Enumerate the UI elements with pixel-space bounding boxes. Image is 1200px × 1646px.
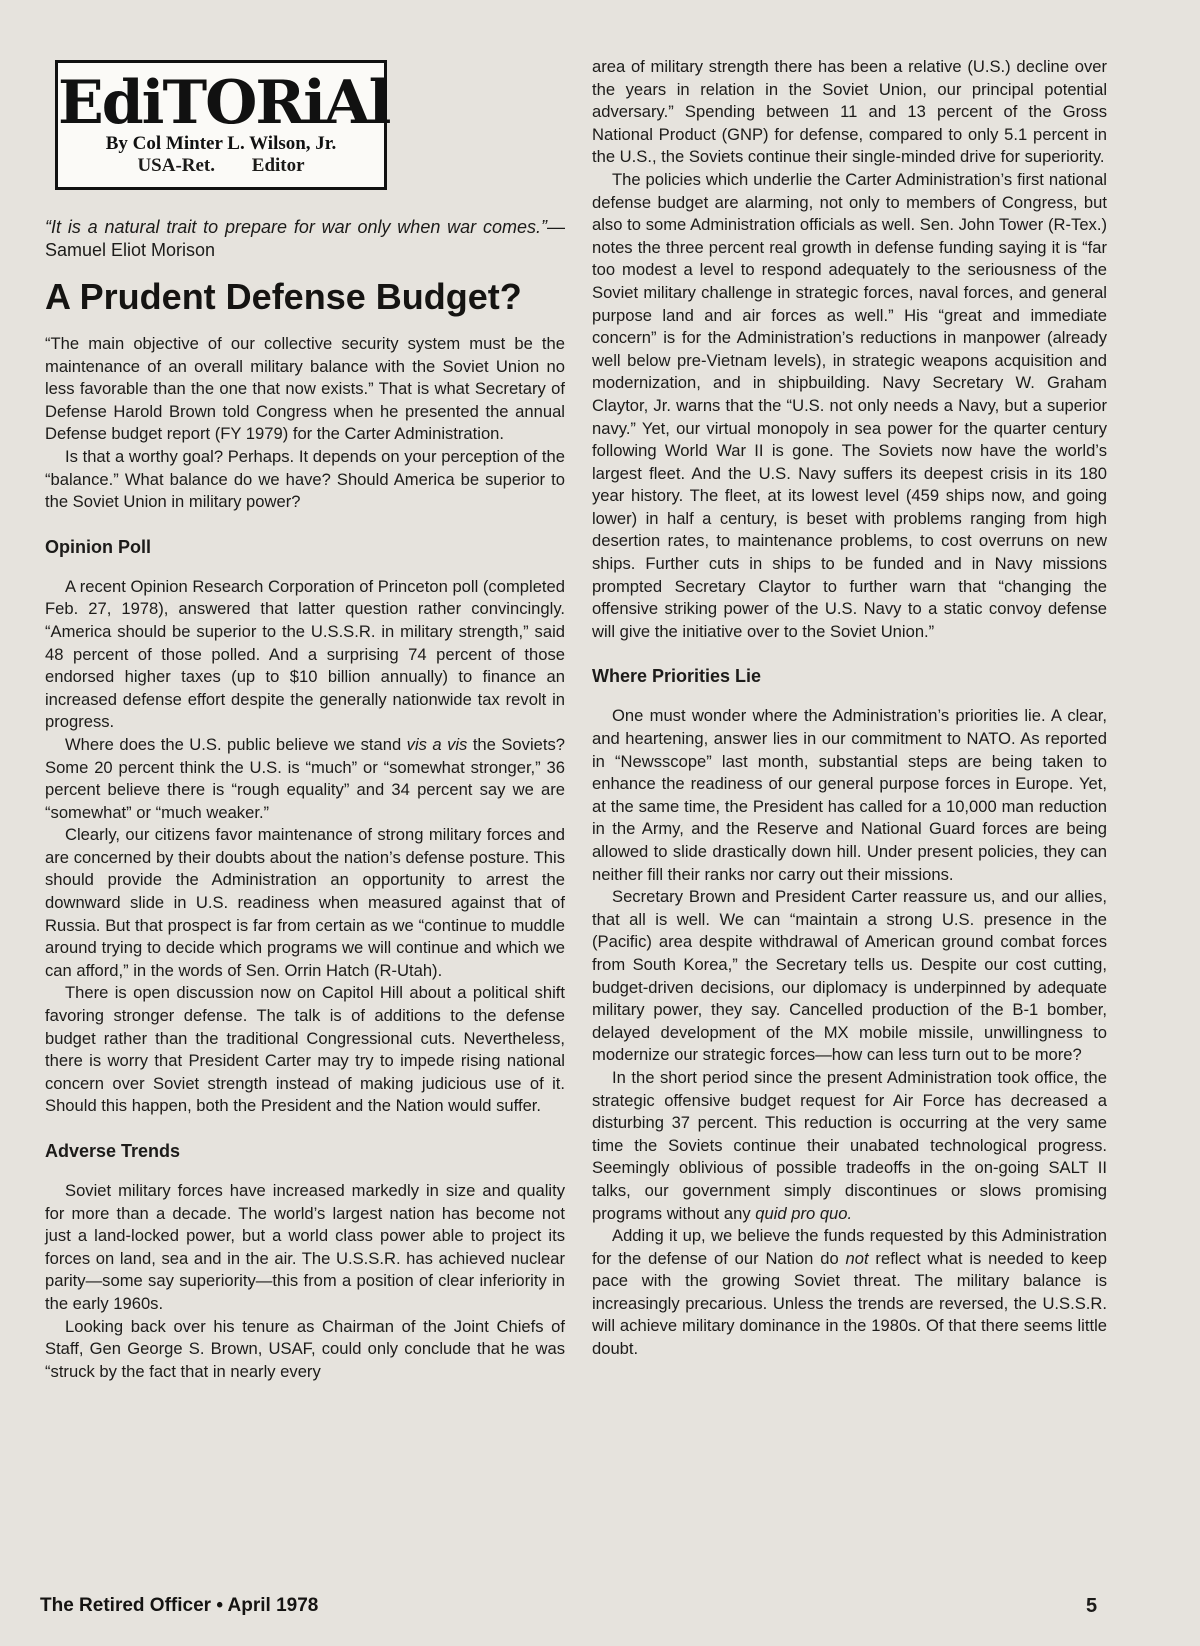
author-role: [58, 155, 384, 177]
opinion-paragraph-2: [45, 734, 565, 824]
section-heading-where-priorities-lie: Where Priorities Lie: [592, 666, 762, 687]
epigraph-attribution: —Samuel Eliot Morison: [45, 217, 565, 260]
priorities-paragraph-4: [592, 1225, 1107, 1361]
section-heading-opinion-poll: Opinion Poll: [45, 536, 151, 557]
trends-paragraph-2-tail: area of military strength there has been a relative (U.S.) decline over the years in relation in the Soviet Union, our principal potential adversary.” Spending between 11 and 13 percent of the Gross National Product (GNP) for defense, compared to only 5.1 percent in the U.S., the Soviets continue their single-minded drive for superiority.: [592, 57, 1107, 167]
priorities-p3-text: In the short period since the present Administration took office, the strategic offensive budget request for Air Force has decreased a disturbing 37 percent. This reduction is occurring at the very same time the Soviets continue their unabated technological progress. Seemingly oblivious of possible tradeoffs in the on-going SALT II talks, our government simply discontinues or slows promising programs without any: [592, 1067, 1107, 1223]
section-heading-adverse-trends: Adverse Trends: [45, 1141, 181, 1161]
footer-publication: The Retired Officer • April 1978: [40, 1595, 319, 1616]
headline: A Prudent Defense Budget?: [45, 276, 522, 317]
epigraph-quote: “It is a natural trait to prepare for war only when war comes.”: [45, 217, 547, 237]
trends-paragraph-2: Looking back over his tenure as Chairman of the Joint Chiefs of Staff, Gen George S. Brown, USAF, could only conclude that he was “struck by the fact that in nearly every: [45, 1316, 565, 1381]
priorities-p4-text-a: Adding it up, we believe the funds requested by this Administration for the defense of our Nation do: [592, 1226, 1107, 1268]
intro-paragraph-1: “The main objective of our collective security system must be the maintenance of an overall military balance with the Soviet Union no less favorable than the one that now exists.” That is what Secretary of Defense Harold Brown told Congress when he presented the annual Defense budget report (FY 1979) for the Carter Administration.: [45, 334, 565, 444]
opinion-p2-text-b: the Soviets? Some 20 percent think the U.S. is “much” or “somewhat stronger,” 36 percent believe there is “rough equality” and 34 percent say we are “somewhat” or “much weaker.”: [45, 734, 565, 822]
page-number: 5: [1086, 1595, 1098, 1617]
opinion-paragraph-4: There is open discussion now on Capitol Hill about a political shift favoring stronger defense. The talk is of additions to the defense budget rather than the traditional Congressional cuts. Nevertheless, there is worry that President Carter may try to impede rising national concern over Soviet strength instead of making judicious use of it. Should this happen, both the President and the Nation would suffer.: [45, 983, 565, 1116]
priorities-paragraph-2: Secretary Brown and President Carter reassure us, and our allies, that all is well. We can “maintain a strong U.S. presence in the (Pacific) area despite withdrawal of American ground combat forces from South Korea,” the Secretary tells us. Despite our cost cutting, budget-driven decisions, our diplomacy is underpinned by adequate military power, they say. Cancelled production of the B-1 bomber, delayed development of the MX mobile missile, unwillingness to modernize our strategic forces—how can less turn out to be more?: [592, 887, 1107, 1065]
trends-paragraph-1: Soviet military forces have increased markedly in size and quality for more than a decade. The world’s largest nation has become not just a land-locked power, but a world class power able to project its forces on land, sea and in the air. The U.S.S.R. has achieved nuclear parity—some say superiority—this from a position of clear inferiority in the early 1960s.: [45, 1181, 565, 1313]
opinion-paragraph-3: Clearly, our citizens favor maintenance of strong military forces and are concerned by their doubts about the nation’s defense posture. This should provide the Administration an opportunity to arrest the downward slide in U.S. readiness when measured against that of Russia. But that prospect is far from certain as we “continue to muddle around trying to decide which programs we will continue and which we can afford,” in the words of Sen. Orrin Hatch (R-Utah).: [45, 825, 565, 980]
opinion-p2-italic: vis a vis: [406, 734, 468, 754]
priorities-paragraph-1: One must wonder where the Administration’s priorities lie. A clear, and heartening, answer lies in our commitment to NATO. As reported in “Newsscope” last month, substantial steps are being taken to enhance the readiness of our general purpose forces in Europe. Yet, at the same time, the President has called for a 10,000 man reduction in the Army, and the Reserve and National Guard forces are being allowed to slide drastically down hill. Under present policies, they can neither fill their ranks nor carry out their missions.: [592, 706, 1107, 884]
left-column: [45, 333, 565, 1383]
intro-paragraph-2: Is that a worthy goal? Perhaps. It depends on your perception of the “balance.” What balance do we have? Should America be superior to the Soviet Union in military power?: [45, 446, 565, 512]
priorities-p4-italic: not: [845, 1248, 869, 1268]
priorities-p4-text-b: reflect what is needed to keep pace with the growing Soviet threat. The military balance is increasingly precarious. Unless the trends are reversed, the U.S.S.R. will achieve military dominance in the 1980s. Of that there seems little doubt.: [592, 1248, 1107, 1359]
epigraph: [45, 216, 565, 262]
trends-paragraph-3: The policies which underlie the Carter Administration’s first national defense budget are alarming, not only to members of Congress, but also to some Administration officials as well. Sen. John Tower (R-Tex.) notes the three percent real growth in defense funding saying it is “far too modest a level to respond adequately to the seriousness of the Soviet military challenge in strategic forces, naval forces, and general purpose land and air forces as well.” His “great and immediate concern” is for the Administration’s reductions in manpower (already well below pre-Vietnam levels), in strategic weapons acquisition and modernization, and in shipbuilding. Navy Secretary W. Graham Claytor, Jr. warns that the “U.S. not only needs a Navy, but a superior navy.” Yet, our virtual monopoly in sea power for the quarter century following World War II is gone. The Soviets now have the world’s largest fleet. And the U.S. Navy suffers its deepest crisis in its 180 year history. The fleet, at its lowest level (459 ships now, and going lower) in half a century, is beset with problems ranging from high desertion rates, to maintenance problems, to cost overruns on new ships. Further cuts in ships to be funded and in Navy missions prompted Secretary Claytor to further warn that “changing the offensive striking power of the U.S. Navy to a static convoy defense will give the initiative over to the Soviet Union.”: [592, 169, 1107, 641]
author-title: Editor: [251, 155, 305, 176]
editorial-masthead: [55, 60, 390, 190]
editorial-logo: EdiTORiAl: [58, 68, 390, 138]
priorities-paragraph-3: [592, 1067, 1107, 1225]
opinion-paragraph-1: A recent Opinion Research Corporation of Princeton poll (completed Feb. 27, 1978), answered that latter question rather convincingly. “America should be superior to the U.S.S.R. in military strength,” said 48 percent of those polled. And a surprising 74 percent of those endorsed higher taxes (up to $10 billion annually) to finance an increased defense effort despite the generally nationwide tax revolt in progress.: [45, 576, 565, 732]
opinion-p2-text-a: Where does the U.S. public believe we stand: [65, 734, 407, 754]
author-byline: By Col Minter L. Wilson, Jr.: [105, 133, 337, 154]
author-rank: USA-Ret.: [137, 155, 216, 176]
priorities-p3-italic: quid pro quo.: [755, 1203, 853, 1223]
right-column: [592, 56, 1107, 1361]
